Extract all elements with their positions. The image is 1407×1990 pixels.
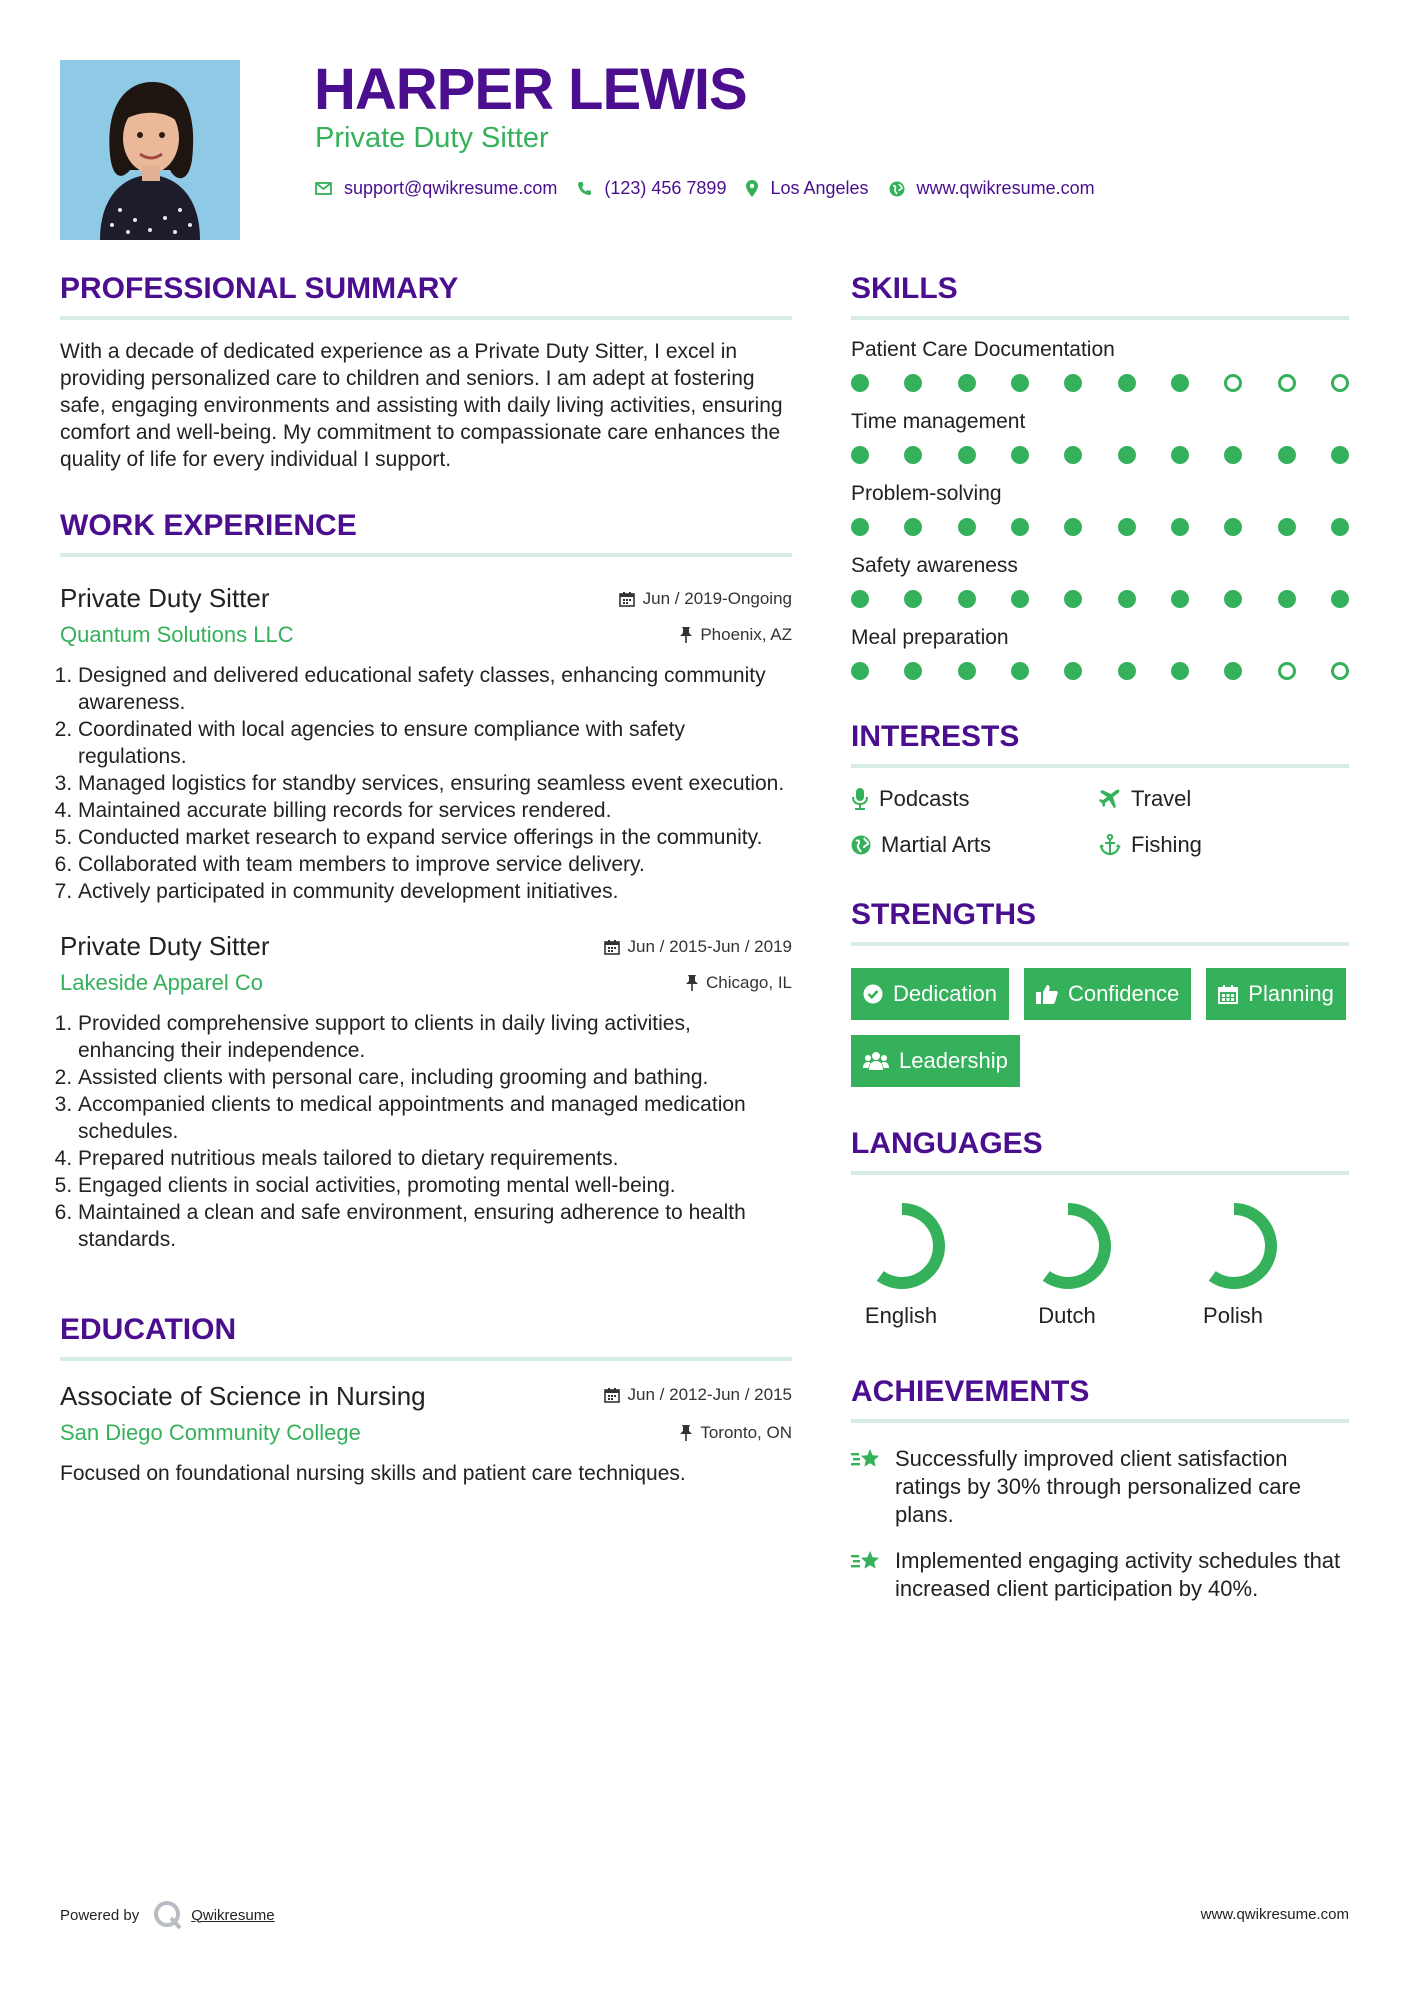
strength-tag: [1206, 968, 1346, 1020]
strength-tag: [1024, 968, 1191, 1020]
skill-dot: [1278, 662, 1296, 680]
footer-website[interactable]: www.qwikresume.com: [1200, 1906, 1349, 1923]
skill-dot: [851, 446, 869, 464]
language-name: Polish: [1203, 1303, 1263, 1328]
location-text: Los Angeles: [770, 178, 869, 198]
shooting-star-icon: [851, 1549, 883, 1575]
globe-icon: [889, 181, 905, 197]
skills-heading: SKILLS: [851, 272, 1349, 320]
language-name: Dutch: [1038, 1303, 1096, 1328]
education-location-text: Toronto, ON: [700, 1423, 792, 1442]
skill-dot: [1171, 374, 1189, 392]
interest-item: [851, 786, 1099, 812]
languages-heading: LANGUAGES: [851, 1127, 1349, 1175]
skill-name: Time management: [851, 410, 1026, 433]
skill-dot: [958, 590, 976, 608]
strength-label: Leadership: [899, 1048, 1008, 1073]
skill-row: [851, 338, 1349, 392]
job-location-text: Chicago, IL: [706, 973, 792, 992]
interest-label: Martial Arts: [881, 832, 992, 857]
skill-dot: [958, 446, 976, 464]
interests-list: [851, 786, 1349, 858]
skill-dot: [1278, 446, 1296, 464]
job-dates: [619, 589, 792, 609]
job-location: [680, 625, 792, 645]
skill-name: Meal preparation: [851, 626, 1009, 649]
list-item: 1. Provided comprehensive support to clients in daily living activities, enhancing their independence.: [78, 1010, 792, 1064]
achievement-text: Implemented engaging activity schedules that increased client participation by 40%.: [895, 1548, 1341, 1601]
skill-dot: [1118, 518, 1136, 536]
education-description: Focused on foundational nursing skills and patient care techniques.: [60, 1462, 686, 1485]
language-progress-ring: [857, 1201, 947, 1291]
map-pin-icon: [746, 180, 758, 197]
list-item: 6. Collaborated with team members to improve service delivery.: [78, 851, 792, 878]
qwikresume-logo-icon: [153, 1900, 183, 1930]
job-dates-text: Jun / 2015-Jun / 2019: [627, 937, 792, 956]
skill-dot: [851, 374, 869, 392]
skill-dot: [1171, 446, 1189, 464]
skill-dot: [1118, 446, 1136, 464]
skill-dot: [1064, 662, 1082, 680]
skill-dot: [1011, 518, 1029, 536]
skill-dot: [904, 446, 922, 464]
interests-heading: INTERESTS: [851, 720, 1349, 768]
experience-heading: WORK EXPERIENCE: [60, 509, 792, 557]
achievement-text: Successfully improved client satisfaction ratings by 30% through personalized care plans.: [895, 1446, 1302, 1527]
summary-heading: PROFESSIONAL SUMMARY: [60, 272, 792, 320]
skill-dot: [1331, 590, 1349, 608]
skill-row: [851, 482, 1349, 536]
language-item: [1017, 1201, 1183, 1329]
list-item: 6. Maintained a clean and safe environment, ensuring adherence to health standards.: [78, 1199, 792, 1253]
list-item: 3. Accompanied clients to medical appointments and managed medication schedules.: [78, 1091, 792, 1145]
skill-dot: [1171, 662, 1189, 680]
interest-label: Podcasts: [879, 786, 970, 811]
skill-dot: [1011, 662, 1029, 680]
phone-contact[interactable]: [577, 178, 726, 199]
skill-dot: [904, 374, 922, 392]
location-contact: [746, 178, 868, 199]
skill-dot: [1118, 374, 1136, 392]
right-column: [851, 272, 1349, 1603]
anchor-icon: [1099, 834, 1121, 856]
skill-dot: [958, 518, 976, 536]
interest-label: Travel: [1131, 786, 1192, 811]
skill-dot: [1331, 518, 1349, 536]
skill-dot: [1011, 374, 1029, 392]
interest-item: [1099, 786, 1347, 812]
phone-icon: [577, 181, 592, 196]
achievement-item: [851, 1547, 1349, 1603]
list-item: 7. Actively participated in community development initiatives.: [78, 878, 792, 905]
list-item: 4. Prepared nutritious meals tailored to dietary requirements.: [78, 1145, 792, 1172]
job-location-text: Phoenix, AZ: [700, 625, 792, 644]
skill-dot: [851, 518, 869, 536]
website-contact[interactable]: [889, 178, 1095, 199]
skill-dot: [1224, 446, 1242, 464]
pushpin-icon: [686, 975, 698, 991]
list-item: 4. Maintained accurate billing records for services rendered.: [78, 797, 792, 824]
strength-label: Dedication: [893, 981, 997, 1006]
skill-dot: [904, 590, 922, 608]
skill-rating: [851, 590, 1349, 608]
strength-label: Confidence: [1067, 981, 1180, 1006]
skill-dot: [904, 662, 922, 680]
language-progress-ring: [1189, 1201, 1279, 1291]
skills-list: [851, 338, 1349, 680]
summary-text: With a decade of dedicated experience as a Private Duty Sitter, I excel in providing personalized care to children and seniors. I am adept at fostering safe, engaging environments and assisting with daily living activities, ensuring comfort and well-being. My commitment to compassionate care enhances the quality of life for every individual I support.: [60, 340, 783, 471]
interest-label: Fishing: [1131, 832, 1202, 857]
skill-dot: [1331, 662, 1349, 680]
email-contact[interactable]: [315, 178, 557, 199]
degree-title: Associate of Science in Nursing: [60, 1381, 426, 1411]
check-circle-icon: [863, 984, 883, 1004]
calendar-icon: [604, 939, 620, 955]
job-bullets: [60, 1010, 792, 1253]
skill-dot: [1171, 590, 1189, 608]
skill-dot: [851, 662, 869, 680]
plane-icon: [1099, 788, 1121, 810]
skill-dot: [1278, 374, 1296, 392]
language-progress-arc: [1046, 1209, 1105, 1283]
education-dates-text: Jun / 2012-Jun / 2015: [627, 1385, 792, 1404]
language-item: [1183, 1201, 1349, 1329]
school-name: San Diego Community College: [60, 1420, 361, 1445]
language-name: English: [864, 1303, 938, 1328]
list-item: 5. Conducted market research to expand service offerings in the community.: [78, 824, 792, 851]
skill-dot: [1171, 518, 1189, 536]
skill-rating: [851, 662, 1349, 680]
job-entry: [60, 931, 792, 1253]
pushpin-icon: [680, 1425, 692, 1441]
skill-dot: [1118, 662, 1136, 680]
pushpin-icon: [680, 627, 692, 643]
job-entry: [60, 583, 792, 905]
list-item: 3. Managed logistics for standby services, ensuring seamless event execution.: [78, 770, 792, 797]
skill-row: [851, 410, 1349, 464]
company-name: Quantum Solutions LLC: [60, 622, 294, 647]
skill-dot: [1011, 590, 1029, 608]
skill-dot: [1224, 518, 1242, 536]
skill-dot: [1064, 446, 1082, 464]
phone-text: (123) 456 7899: [604, 178, 727, 198]
skill-dot: [904, 518, 922, 536]
calendar-icon: [619, 591, 635, 607]
list-item: 2. Assisted clients with personal care, including grooming and bathing.: [78, 1064, 792, 1091]
shooting-star-icon: [851, 1447, 883, 1473]
skill-dot: [1064, 590, 1082, 608]
job-location: [686, 973, 792, 993]
skill-dot: [1278, 590, 1296, 608]
email-text: support@qwikresume.com: [344, 178, 558, 198]
contact-bar: [315, 178, 1115, 199]
footer-powered-by: [60, 1900, 275, 1930]
skill-dot: [1011, 446, 1029, 464]
interest-item: [1099, 832, 1347, 858]
job-dates-text: Jun / 2019-Ongoing: [642, 589, 792, 608]
language-progress-ring: [1023, 1201, 1113, 1291]
skill-name: Safety awareness: [851, 554, 1018, 577]
thumbs-up-icon: [1036, 984, 1058, 1004]
achievements-heading: ACHIEVEMENTS: [851, 1375, 1349, 1423]
users-icon: [863, 1051, 889, 1071]
strengths-list: [851, 968, 1349, 1087]
skill-dot: [1118, 590, 1136, 608]
language-progress-arc: [880, 1209, 939, 1283]
strength-tag: [851, 968, 1009, 1020]
powered-by-text: Powered by: [60, 1906, 140, 1924]
website-text: www.qwikresume.com: [916, 178, 1095, 198]
skill-dot: [958, 374, 976, 392]
job-bullets: [60, 662, 792, 905]
globe-icon: [851, 835, 871, 855]
calendar-icon: [1218, 984, 1238, 1004]
envelope-icon: [315, 182, 332, 195]
education-location: [680, 1423, 792, 1443]
skill-rating: [851, 374, 1349, 392]
skill-dot: [1224, 662, 1242, 680]
language-progress-arc: [1212, 1209, 1271, 1283]
job-title: Private Duty Sitter: [315, 122, 549, 154]
job-dates: [604, 937, 792, 957]
language-item: [851, 1201, 1017, 1329]
job-title: Private Duty Sitter: [60, 583, 270, 613]
education-heading: EDUCATION: [60, 1313, 792, 1361]
strength-label: Planning: [1248, 981, 1334, 1006]
skill-dot: [1331, 446, 1349, 464]
skill-dot: [1278, 518, 1296, 536]
calendar-icon: [604, 1387, 620, 1403]
candidate-name: HARPER LEWIS: [314, 57, 747, 122]
skill-dot: [851, 590, 869, 608]
education-entry: [60, 1381, 792, 1487]
list-item: 2. Coordinated with local agencies to ensure compliance with safety regulations.: [78, 716, 792, 770]
company-name: Lakeside Apparel Co: [60, 970, 264, 995]
list-item: 1. Designed and delivered educational safety classes, enhancing community awareness.: [78, 662, 792, 716]
skill-dot: [1224, 374, 1242, 392]
list-item: 5. Engaged clients in social activities, promoting mental well-being.: [78, 1172, 792, 1199]
skill-dot: [1331, 374, 1349, 392]
brand-link[interactable]: Qwikresume: [191, 1906, 275, 1924]
languages-list: [851, 1201, 1349, 1329]
skill-name: Patient Care Documentation: [851, 338, 1115, 361]
interest-item: [851, 832, 1099, 858]
skill-dot: [1064, 518, 1082, 536]
achievement-item: [851, 1445, 1349, 1529]
skill-dot: [1064, 374, 1082, 392]
microphone-icon: [851, 788, 869, 810]
strengths-heading: STRENGTHS: [851, 898, 1349, 946]
skill-rating: [851, 446, 1349, 464]
skill-rating: [851, 518, 1349, 536]
education-dates: [604, 1385, 792, 1405]
skill-row: [851, 554, 1349, 608]
skill-row: [851, 626, 1349, 680]
skill-dot: [1224, 590, 1242, 608]
job-title: Private Duty Sitter: [60, 931, 270, 961]
strength-tag: [851, 1035, 1020, 1087]
profile-photo: [60, 60, 240, 240]
skill-name: Problem-solving: [851, 482, 1002, 505]
left-column: [60, 272, 792, 1487]
skill-dot: [958, 662, 976, 680]
